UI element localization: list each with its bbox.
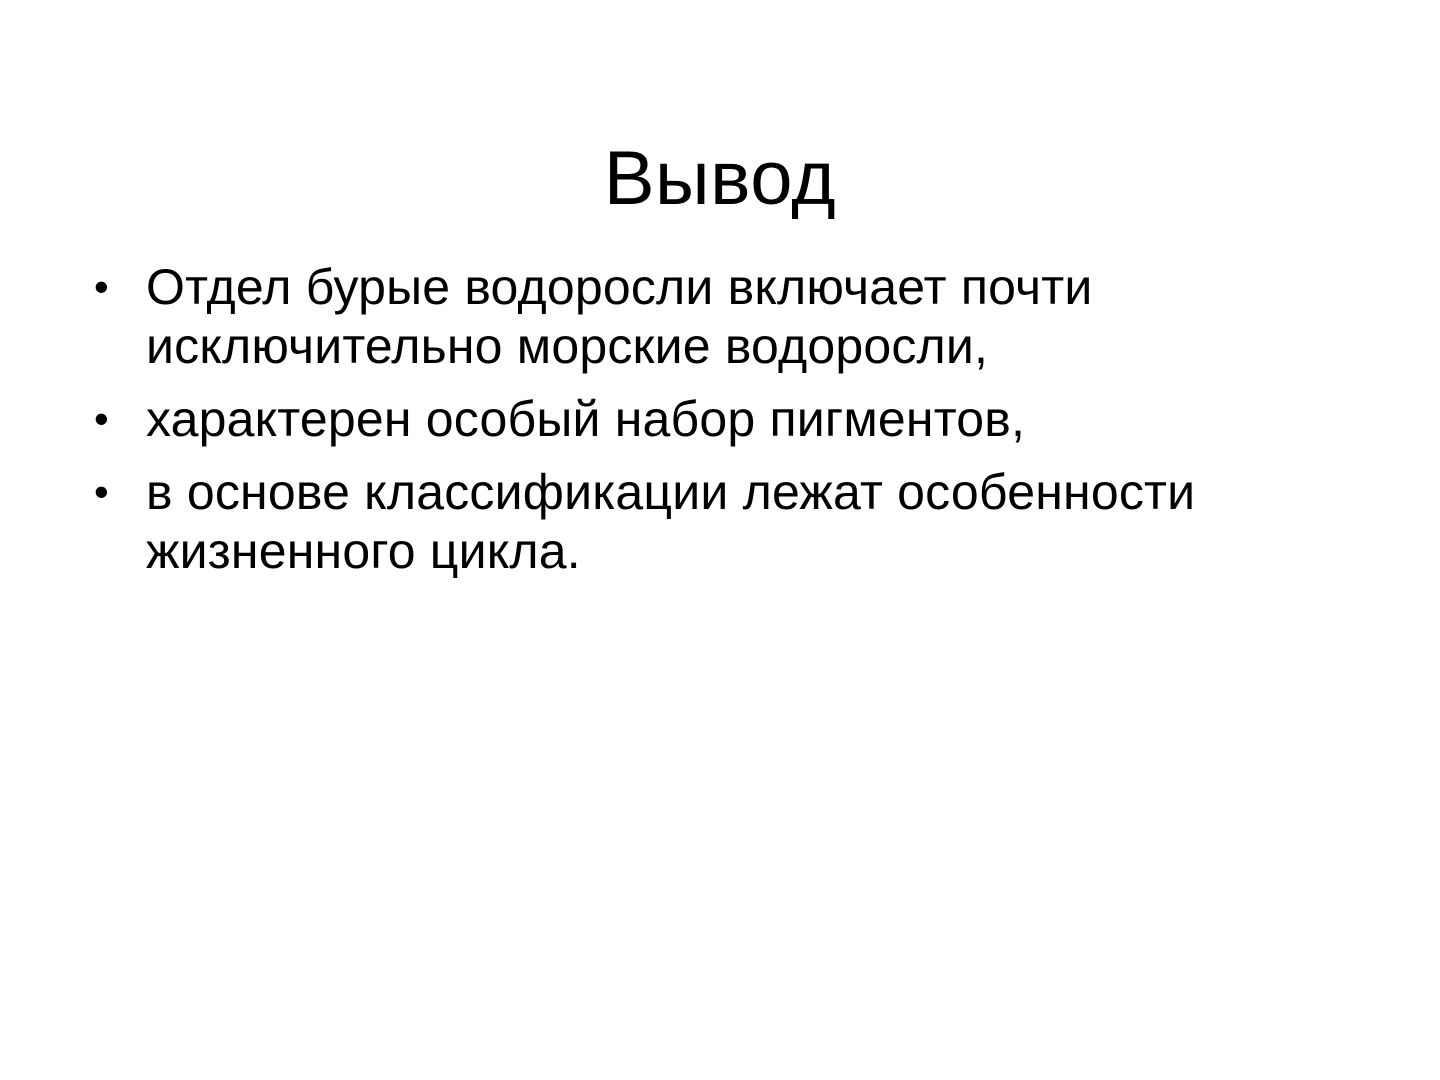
bullet-list (78, 258, 1378, 595)
list-item-text: характерен особый набор пигментов, (146, 391, 1026, 447)
list-item (78, 390, 1378, 449)
bullet-marker-icon: • (94, 468, 109, 515)
bullet-marker-icon: • (94, 395, 109, 442)
page-title: Вывод (603, 135, 837, 221)
list-item-text: в основе классификации лежат особенности жизненного цикла. (146, 464, 1196, 579)
bullet-marker-icon: • (94, 263, 109, 310)
list-item-text: Отдел бурые водоросли включает почти исключительно морские водоросли, (146, 259, 1093, 374)
list-item (78, 258, 1378, 376)
list-item (78, 463, 1378, 581)
